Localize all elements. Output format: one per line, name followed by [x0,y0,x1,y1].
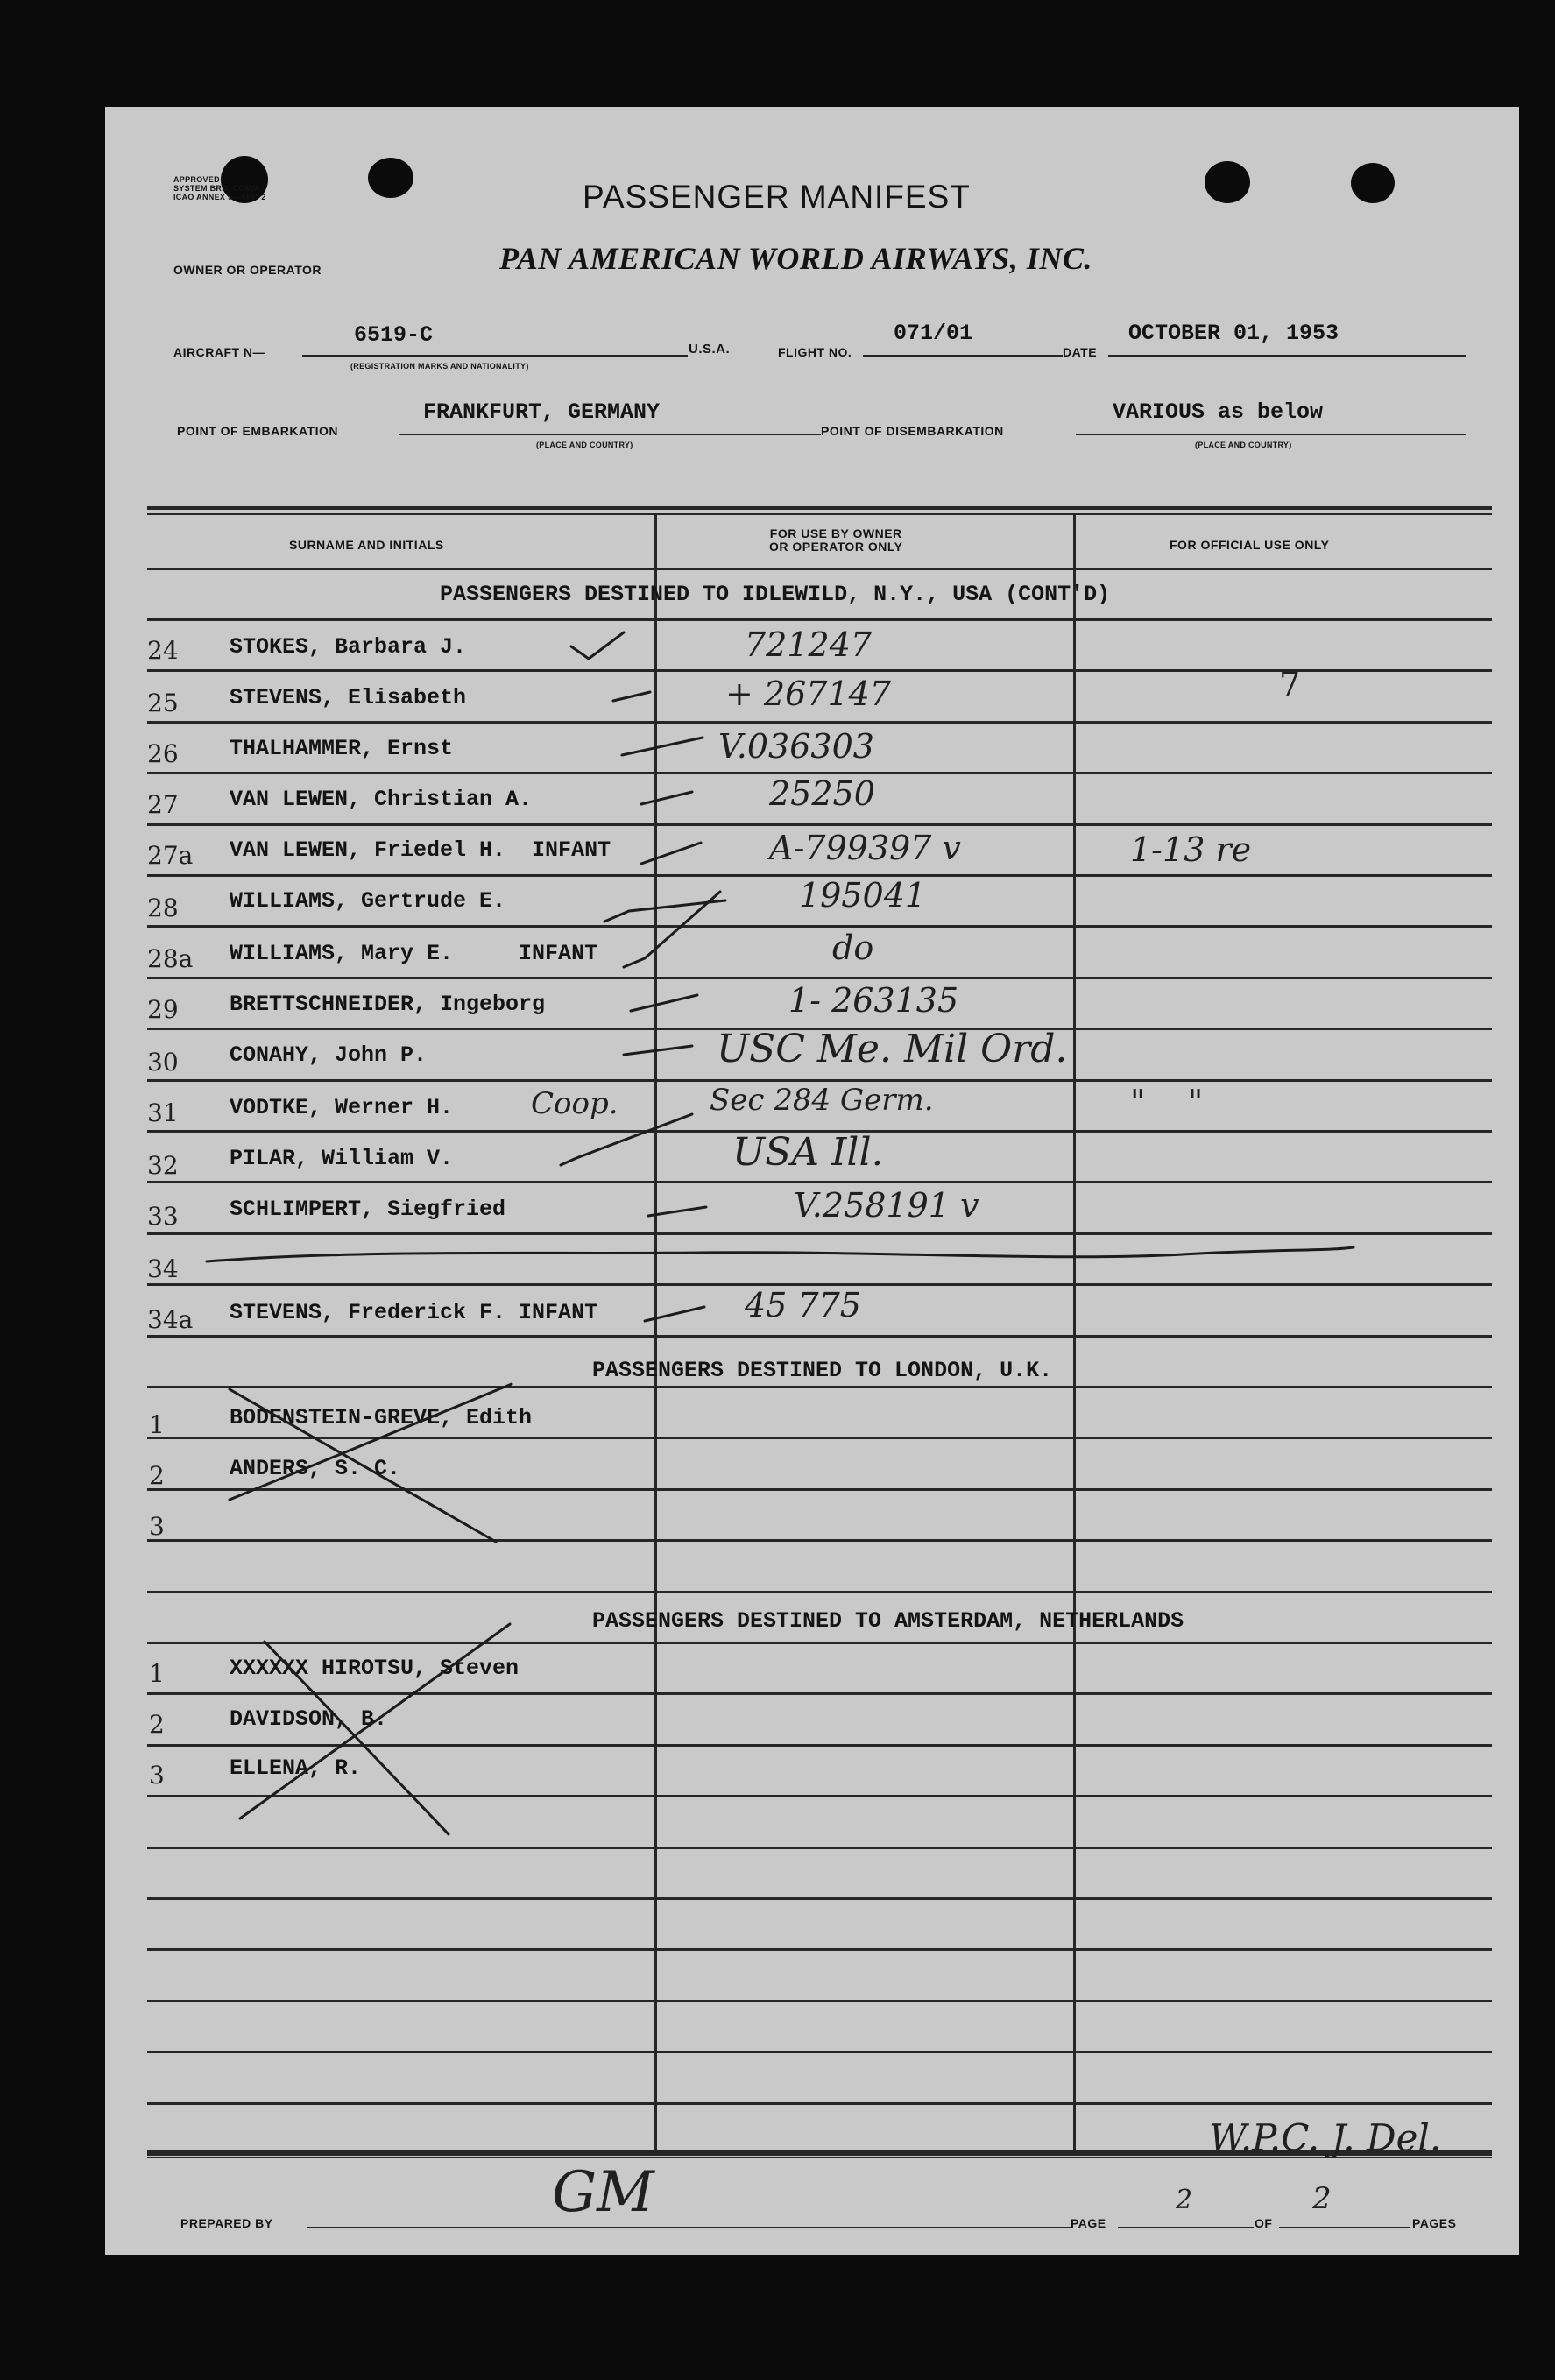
of-label: OF [1255,2216,1273,2230]
row-number: 28 [147,893,179,922]
owner-entry: 45 775 [745,1286,861,1324]
passenger-name: STOKES, Barbara J. [230,634,467,660]
passenger-name: SCHLIMPERT, Siegfried [230,1197,506,1222]
column-header-owner-use: FOR USE BY OWNER OR OPERATOR ONLY [769,526,903,554]
cross-out-london [230,1384,512,1542]
row-number: 24 [147,636,179,665]
checkmark [624,1046,692,1055]
prepared-by-line [307,2227,1073,2228]
row-number: 33 [147,1202,179,1231]
passenger-name: VAN LEWEN, Christian A. [230,787,533,812]
embarkation-label: POINT OF EMBARKATION [177,424,338,438]
airline-name: PAN AMERICAN WORLD AIRWAYS, INC. [499,241,1092,276]
row-number: 25 [147,689,179,717]
owner-entry: 1- 263135 [788,981,959,1020]
passenger-name: ANDERS, S. C. [230,1456,401,1481]
registration-caption: (REGISTRATION MARKS AND NATIONALITY) [350,362,529,371]
row-number: 3 [149,1761,165,1790]
owner-entry: Sec 284 Germ. [710,1083,934,1118]
row-number: 1 [149,1410,165,1439]
official-entry: 7 [1279,666,1301,704]
checkmark [613,692,650,701]
passenger-name: XXXXXX HIROTSU, Steven [230,1656,520,1681]
official-initials: W.P.C. J. Del. [1209,2116,1442,2159]
passenger-name: PILAR, William V. [230,1146,454,1171]
passenger-name: STEVENS, Frederick F. INFANT [230,1300,598,1325]
owner-entry: USC Me. Mil Ord. [717,1027,1068,1071]
checkmark [571,632,624,659]
row-number: 34 [147,1254,179,1283]
official-entry: " " [1130,1083,1204,1121]
column-header-surname: SURNAME AND INITIALS [289,538,444,552]
prepared-by-label: PREPARED BY [180,2216,273,2230]
row-number: 2 [149,1710,165,1739]
flight-value: 071/01 [894,321,973,346]
of-line [1279,2227,1410,2228]
row-number: 32 [147,1151,179,1180]
page-line [1118,2227,1254,2228]
column-header-official: FOR OFFICIAL USE ONLY [1170,538,1330,552]
embarkation-caption: (PLACE AND COUNTRY) [536,441,633,449]
page-number: 2 [1176,2185,1193,2215]
cross-out-amsterdam [240,1624,510,1834]
row-number: 29 [147,995,179,1024]
row-number: 2 [149,1461,165,1490]
official-entry: 1-13 re [1130,830,1252,869]
disembarkation-caption: (PLACE AND COUNTRY) [1195,441,1292,449]
date-label: DATE [1063,345,1098,359]
date-value: OCTOBER 01, 1953 [1128,321,1339,346]
row-number: 30 [147,1048,179,1077]
row-number: 31 [147,1098,179,1127]
passenger-name: STEVENS, Elisabeth [230,685,467,710]
owner-entry: + 267147 [725,674,891,713]
page-label: PAGE [1071,2216,1106,2230]
checkmark [641,792,692,804]
preparer-signature: GM [552,2160,654,2225]
owner-label: OWNER OR OPERATOR [173,263,322,277]
passenger-name: WILLIAMS, Gertrude E. [230,888,506,914]
page-title: PASSENGER MANIFEST [583,179,971,215]
passenger-name: DAVIDSON, B. [230,1706,388,1732]
section-heading-amsterdam: PASSENGERS DESTINED TO AMSTERDAM, NETHERLANDS [592,1608,1184,1634]
owner-entry: do [832,929,874,967]
owner-entry: V.258191 v [794,1186,979,1225]
row-number: 26 [147,739,179,768]
row-number: 34a [147,1305,194,1334]
row-number: 3 [149,1512,165,1541]
section-heading-london: PASSENGERS DESTINED TO LONDON, U.K. [592,1358,1053,1383]
aircraft-value: 6519-C [354,322,434,348]
passenger-name: ELLENA, R. [230,1755,362,1781]
owner-entry: 721247 [745,625,873,664]
passenger-name: BODENSTEIN-GREVE, Edith [230,1405,533,1430]
checkmark [648,1207,706,1216]
embarkation-value: FRANKFURT, GERMANY [423,399,661,425]
total-pages: 2 [1312,2181,1332,2216]
passenger-name: THALHAMMER, Ernst [230,736,454,761]
passenger-name: WILLIAMS, Mary E. INFANT [230,941,598,966]
row-number: 27 [147,790,179,819]
section-heading-idlewild: PASSENGERS DESTINED TO IDLEWILD, N.Y., USA (CONT'D) [440,582,1111,607]
checkmark [641,843,701,864]
handwritten-note: Coop. [531,1086,618,1121]
row-number: 28a [147,944,194,973]
usa-label: U.S.A. [689,342,731,357]
passenger-name: VAN LEWEN, Friedel H. INFANT [230,837,611,863]
pages-label: PAGES [1412,2216,1457,2230]
passenger-name: BRETTSCHNEIDER, Ingeborg [230,992,546,1017]
wavy-strike-line [207,1247,1354,1261]
passenger-name: VODTKE, Werner H. [230,1095,454,1120]
approval-note: APPROVED SYSTEM BRD. COMM. ICAO ANNEX 9—APP. 2 [173,175,266,201]
owner-entry: A-799397 v [769,829,961,867]
disembarkation-value: VARIOUS as below [1113,399,1324,425]
owner-entry: 195041 [799,876,927,915]
row-number: 27a [147,841,194,870]
checkmark [561,1114,692,1165]
checkmark [645,1307,704,1321]
checkmark [622,738,703,755]
passenger-name: CONAHY, John P. [230,1042,428,1068]
disembarkation-label: POINT OF DISEMBARKATION [821,424,1004,438]
flight-label: FLIGHT NO. [778,345,852,359]
owner-entry: V.036303 [718,727,874,766]
checkmark [631,995,697,1011]
owner-entry: 25250 [769,774,875,813]
aircraft-label: AIRCRAFT N— [173,345,266,359]
owner-entry: USA Ill. [732,1130,884,1175]
checkmark [624,892,720,967]
row-number: 1 [149,1659,165,1688]
